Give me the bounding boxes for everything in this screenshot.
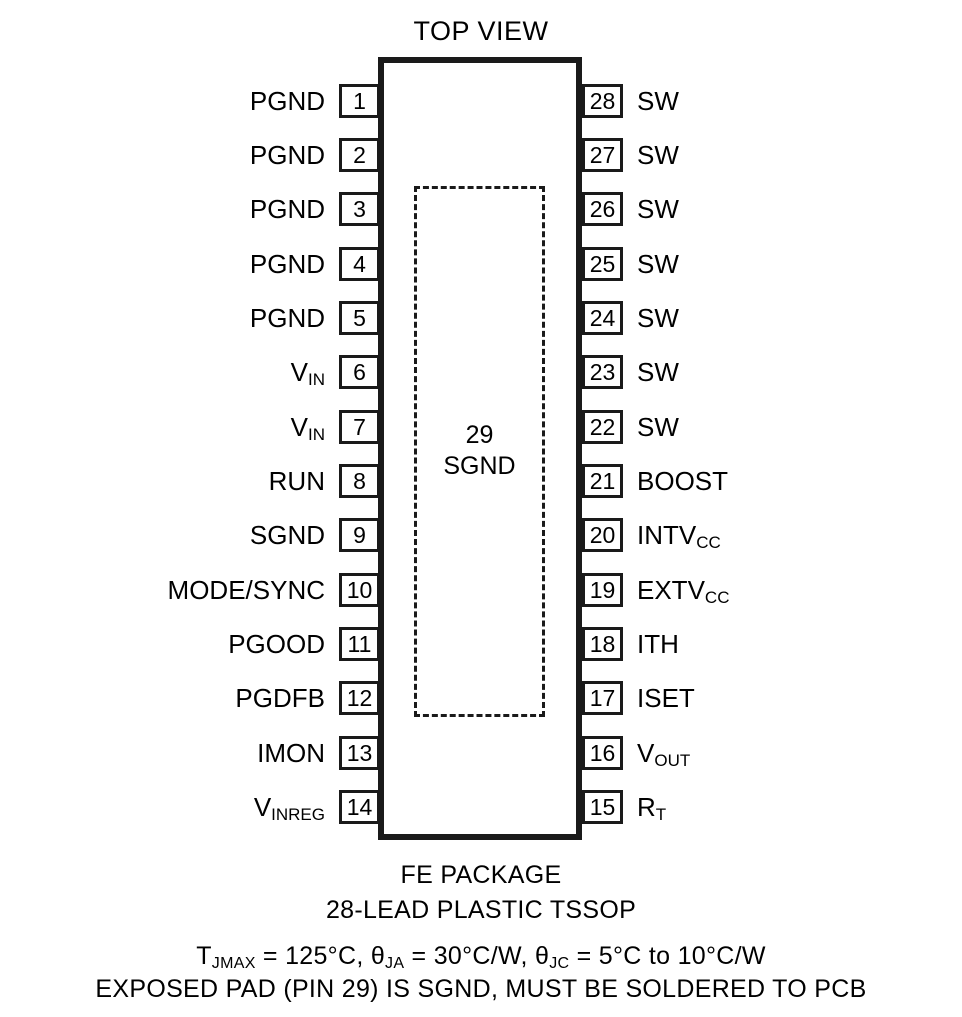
pin-number-11: 11 [339, 627, 380, 661]
pin-label-14: $V_{INREG}$ [253, 791, 325, 824]
pin-row [582, 354, 912, 390]
pin-number-1: 1 [339, 84, 380, 118]
pin-number-9: 9 [339, 518, 380, 552]
pin-label-1: PGND [249, 85, 325, 116]
pin-number-7: 7 [339, 410, 380, 444]
pin-row [60, 246, 380, 282]
pin-row [582, 409, 912, 445]
pin-number-23: 23 [582, 355, 623, 389]
pin-row [60, 83, 380, 119]
pin-number-22: 22 [582, 410, 623, 444]
pin-number-19: 19 [582, 573, 623, 607]
pin-row [582, 83, 912, 119]
pin-label-21: BOOST [637, 465, 729, 496]
pin-row [582, 300, 912, 336]
top-view-title: TOP VIEW [413, 16, 549, 46]
pin-number-21: 21 [582, 464, 623, 498]
lead-count-caption: 28-LEAD PLASTIC TSSOP [325, 896, 637, 924]
pin-number-12: 12 [339, 681, 380, 715]
pin-row [582, 463, 912, 499]
package-name-caption: FE PACKAGE [400, 861, 562, 889]
pin-row [60, 680, 380, 716]
pin-label-23: SW [637, 356, 679, 387]
pin-number-25: 25 [582, 247, 623, 281]
pin-label-19: $EXTV_{CC}$ [637, 574, 730, 607]
pin-row [60, 191, 380, 227]
pin-row [582, 137, 912, 173]
pin-row [60, 409, 380, 445]
pin-row [60, 789, 380, 825]
pin-label-24: SW [637, 302, 679, 333]
pin-row [582, 680, 912, 716]
pin-label-20: $INTV_{CC}$ [637, 519, 721, 552]
pin-label-7: $V_{IN}$ [290, 411, 325, 444]
pin-row [582, 789, 912, 825]
pin-label-15: $R_T$ [637, 791, 667, 824]
pin-label-13: IMON [257, 737, 325, 768]
pin-number-20: 20 [582, 518, 623, 552]
pin-label-2: PGND [249, 139, 325, 170]
exposed-pad-label [414, 420, 545, 482]
pin-number-17: 17 [582, 681, 623, 715]
pin-row [60, 300, 380, 336]
pin-label-25: SW [637, 248, 679, 279]
pin-number-16: 16 [582, 736, 623, 770]
pin-label-18: ITH [637, 628, 679, 659]
pin-label-27: SW [637, 139, 679, 170]
pin-number-18: 18 [582, 627, 623, 661]
pin-row [582, 572, 912, 608]
pin-label-16: $V_{OUT}$ [637, 737, 691, 770]
pin-row [582, 735, 912, 771]
pin-label-9: SGND [249, 519, 325, 550]
pin-row [582, 626, 912, 662]
pin-number-5: 5 [339, 301, 380, 335]
pin-label-10: MODE/SYNC [167, 574, 325, 605]
exposed-pad-number: 29 [465, 421, 494, 449]
pin-row [60, 517, 380, 553]
pin-label-28: SW [637, 85, 679, 116]
pin-row [60, 735, 380, 771]
pin-row [60, 354, 380, 390]
pin-number-27: 27 [582, 138, 623, 172]
pin-number-4: 4 [339, 247, 380, 281]
pin-number-8: 8 [339, 464, 380, 498]
pin-number-15: 15 [582, 790, 623, 824]
pin-label-11: PGOOD [228, 628, 325, 659]
pin-label-17: ISET [637, 682, 695, 713]
pin-number-2: 2 [339, 138, 380, 172]
pin-label-3: PGND [249, 193, 325, 224]
pin-number-6: 6 [339, 355, 380, 389]
pin-label-22: SW [637, 411, 679, 442]
pin-row [582, 246, 912, 282]
pin-number-26: 26 [582, 192, 623, 226]
pin-row [60, 626, 380, 662]
pin-label-4: PGND [249, 248, 325, 279]
pin-label-26: SW [637, 193, 679, 224]
pin-label-12: PGDFB [235, 682, 325, 713]
pin-row [60, 572, 380, 608]
exposed-pad-name: SGND [443, 452, 516, 480]
pin-label-8: RUN [268, 465, 325, 496]
pin-row [60, 463, 380, 499]
pin-number-3: 3 [339, 192, 380, 226]
pin-number-14: 14 [339, 790, 380, 824]
pin-row [582, 517, 912, 553]
pin-label-6: $V_{IN}$ [290, 356, 325, 389]
pin-number-24: 24 [582, 301, 623, 335]
pin-number-10: 10 [339, 573, 380, 607]
pin-number-13: 13 [339, 736, 380, 770]
thermal-data-caption: $T_{JMAX} = 125^\circ C$, $\theta_{JA} = 30^\circ C/W$, $\theta_{JC} = 5^\circ C$ to 10°C/W [196, 942, 766, 972]
pin-label-5: PGND [249, 302, 325, 333]
exposed-pad-note-caption: EXPOSED PAD (PIN 29) IS SGND, MUST BE SOLDERED TO PCB [95, 975, 867, 1003]
pin-row [582, 191, 912, 227]
pin-number-28: 28 [582, 84, 623, 118]
pin-row [60, 137, 380, 173]
